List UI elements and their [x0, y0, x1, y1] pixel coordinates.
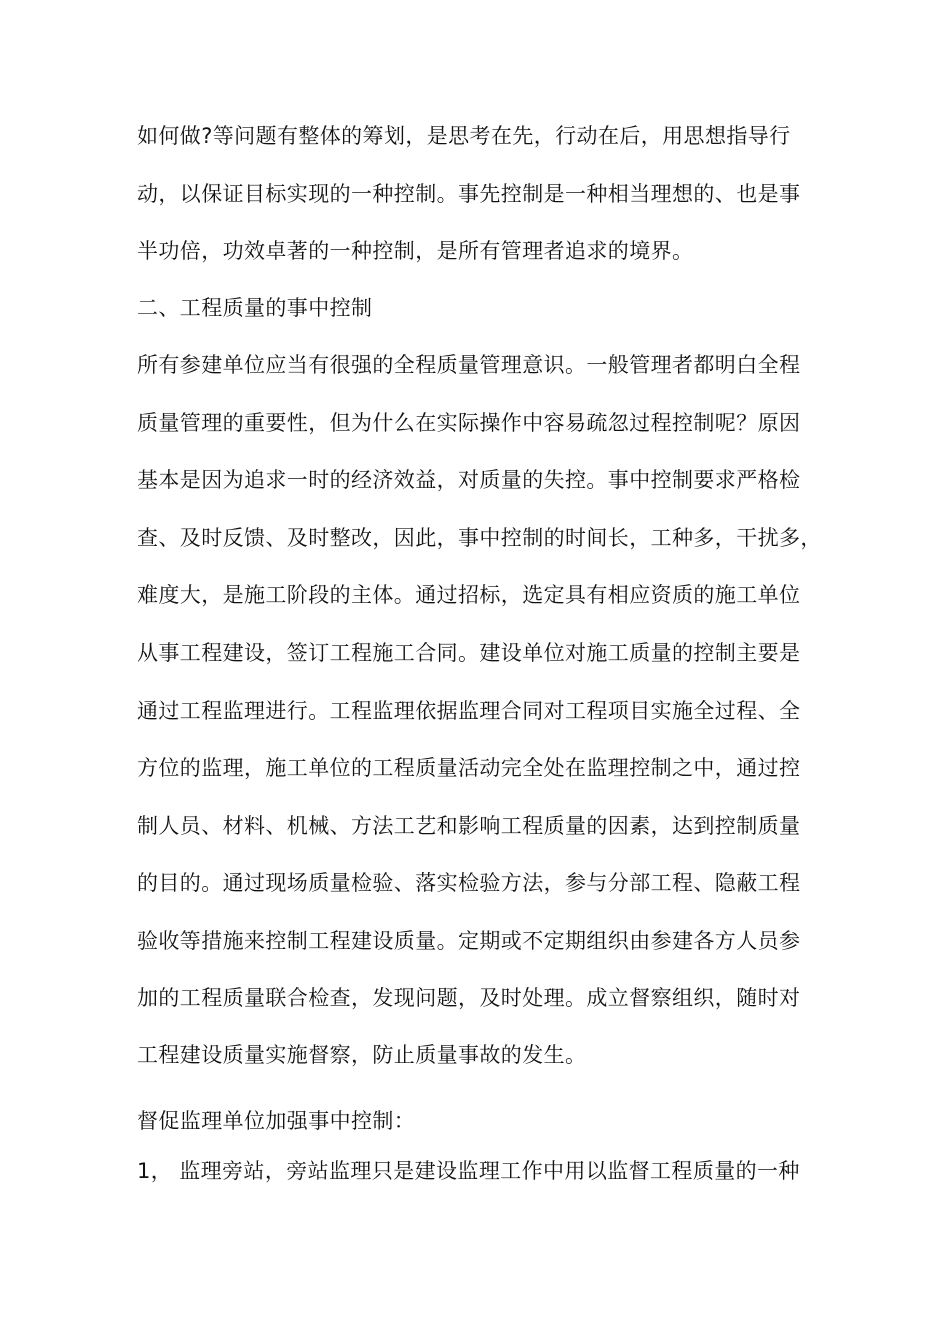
paragraph-line: 难度大，是施工阶段的主体。通过招标，选定具有相应资质的施工单位 [137, 583, 801, 607]
paragraph-line: 的目的。通过现场质量检验、落实检验方法，参与分部工程、隐蔽工程 [137, 871, 801, 895]
paragraph-line: 查、及时反馈、及时整改，因此，事中控制的时间长，工种多，干扰多， [137, 526, 822, 550]
paragraph-line: 所有参建单位应当有很强的全程质量管理意识。一般管理者都明白全程 [137, 353, 801, 377]
paragraph-line: 工程建设质量实施督察，防止质量事故的发生。 [137, 1043, 587, 1067]
paragraph-line: 制人员、材料、机械、方法工艺和影响工程质量的因素，达到控制质量 [137, 814, 801, 838]
paragraph-line: 方位的监理，施工单位的工程质量活动完全处在监理控制之中，通过控 [137, 756, 801, 780]
paragraph-line: 如何做?等问题有整体的筹划，是思考在先，行动在后，用思想指导行 [137, 124, 791, 148]
paragraph-line: 从事工程建设，签订工程施工合同。建设单位对施工质量的控制主要是 [137, 641, 801, 665]
paragraph-line: 督促监理单位加强事中控制： [137, 1109, 416, 1133]
paragraph-line: 动，以保证目标实现的一种控制。事先控制是一种相当理想的、也是事 [137, 182, 801, 206]
list-item: 1， 监理旁站，旁站监理只是建设监理工作中用以监督工程质量的一种 [137, 1159, 800, 1183]
paragraph-line: 验收等措施来控制工程建设质量。定期或不定期组织由参建各方人员参 [137, 929, 801, 953]
paragraph-line: 半功倍，功效卓著的一种控制，是所有管理者追求的境界。 [137, 239, 694, 263]
paragraph-line: 基本是因为追求一时的经济效益，对质量的失控。事中控制要求严格检 [137, 468, 801, 492]
paragraph-line: 通过工程监理进行。工程监理依据监理合同对工程项目实施全过程、全 [137, 699, 801, 723]
paragraph-line: 加的工程质量联合检查，发现问题，及时处理。成立督察组织，随时对 [137, 986, 801, 1010]
section-heading: 二、工程质量的事中控制 [137, 296, 373, 320]
paragraph-line: 质量管理的重要性，但为什么在实际操作中容易疏忽过程控制呢？原因 [137, 411, 801, 435]
